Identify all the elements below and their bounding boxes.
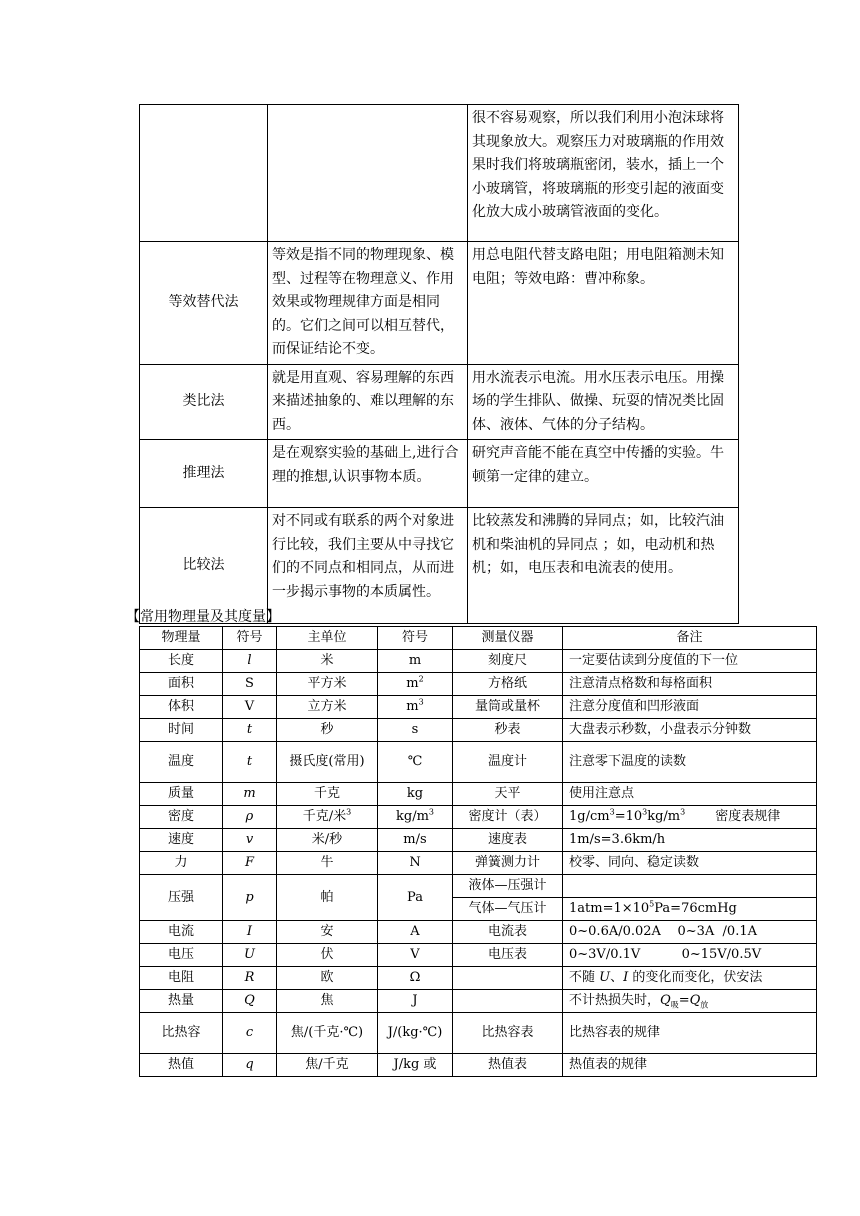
quantity-name: 时间 [140, 719, 223, 742]
method-name: 等效替代法 [140, 242, 268, 365]
unit-name: 焦 [277, 990, 378, 1013]
unit-name: 千克 [277, 783, 378, 806]
method-definition: 等效是指不同的物理现象、模型、过程等在物理意义、作用效果或物理规律方面是相同的。它们之间可以相互替代，而保证结论不变。 [268, 242, 468, 365]
method-example: 用水流表示电流。用水压表示电压。用操场的学生排队、做操、玩耍的情况类比固体、液体、气体的分子结构。 [468, 364, 739, 440]
unit-name: 伏 [277, 944, 378, 967]
unit-base: kg/m [396, 809, 429, 824]
table-row [140, 806, 817, 829]
header-unit-symbol: 符号 [378, 627, 453, 650]
method-example: 用总电阻代替支路电阻；用电阻箱测未知电阻；等效电路：曹冲称象。 [468, 242, 739, 365]
unit-symbol: s [378, 719, 453, 742]
note-subscript: 吸 [670, 1000, 679, 1010]
method-name: 推理法 [140, 440, 268, 508]
quantity-name: 力 [140, 852, 223, 875]
note-exponent: 5 [649, 899, 655, 909]
instrument: 气体—气压计 [453, 898, 563, 921]
unit-symbol: kg [378, 783, 453, 806]
unit-name: 帕 [277, 875, 378, 921]
table-row [140, 990, 817, 1013]
table-row [140, 440, 739, 508]
method-name: 比较法 [140, 508, 268, 624]
unit-name: 牛 [277, 852, 378, 875]
quantity-symbol: t [223, 719, 277, 742]
quantity-name: 电流 [140, 921, 223, 944]
method-example: 很不容易观察，所以我们利用小泡沫球将其现象放大。观察压力对玻璃瓶的作用效果时我们将玻璃瓶密闭，装水，插上一个小玻璃管，将玻璃瓶的形变引起的液面变化放大成小玻璃管液面的变化。 [468, 105, 739, 242]
instrument: 方格纸 [453, 673, 563, 696]
table-row [140, 719, 817, 742]
unit-exponent: 3 [428, 807, 434, 817]
unit-exponent: 3 [346, 807, 352, 817]
unit-symbol: Pa [378, 875, 453, 921]
note [563, 990, 817, 1013]
method-name [140, 105, 268, 242]
quantity-symbol: ρ [223, 806, 277, 829]
quantity-name: 热值 [140, 1054, 223, 1077]
quantity-symbol: Q [223, 990, 277, 1013]
note-part: 的变化而变化，伏安法 [628, 970, 763, 985]
note-exponent: 3 [680, 807, 686, 817]
table-row [140, 105, 739, 242]
quantity-symbol: q [223, 1054, 277, 1077]
note [563, 806, 817, 829]
table-row [140, 875, 817, 898]
instrument: 速度表 [453, 829, 563, 852]
quantity-symbol: m [223, 783, 277, 806]
quantity-symbol: c [223, 1013, 277, 1054]
unit-name [277, 806, 378, 829]
table-header-row [140, 627, 817, 650]
unit-name: 秒 [277, 719, 378, 742]
unit-symbol: ℃ [378, 742, 453, 783]
unit-exponent: 3 [418, 697, 424, 707]
research-methods-table [139, 104, 739, 624]
unit-name: 安 [277, 921, 378, 944]
quantity-name: 体积 [140, 696, 223, 719]
method-example: 研究声音能不能在真空中传播的实验。牛顿第一定律的建立。 [468, 440, 739, 508]
table-row [140, 921, 817, 944]
note-exponent: 3 [609, 807, 615, 817]
note [563, 875, 817, 898]
quantity-name: 速度 [140, 829, 223, 852]
note [563, 898, 817, 921]
method-example: 比较蒸发和沸腾的异同点；如，比较汽油机和柴油机的异同点 ；如，电动机和热机；如，电压表和电流表的使用。 [468, 508, 739, 624]
instrument: 量筒或量杯 [453, 696, 563, 719]
quantity-symbol: p [223, 875, 277, 921]
note: 一定要估读到分度值的下一位 [563, 650, 817, 673]
unit-symbol: A [378, 921, 453, 944]
note-part: Pa=76cmHg [654, 901, 737, 916]
note: 大盘表示秒数，小盘表示分钟数 [563, 719, 817, 742]
quantity-symbol: v [223, 829, 277, 852]
note-var: U [599, 970, 611, 985]
note-part: =10 [614, 809, 643, 824]
table-row [140, 696, 817, 719]
instrument: 电压表 [453, 944, 563, 967]
method-definition [268, 105, 468, 242]
unit-name: 焦/(千克·℃) [277, 1013, 378, 1054]
quantity-name: 面积 [140, 673, 223, 696]
note-part: 密度表规律 [715, 809, 781, 824]
quantity-symbol: F [223, 852, 277, 875]
note-part: 不计热损失时， [569, 993, 661, 1008]
unit-base: m [406, 699, 419, 714]
quantity-symbol: U [223, 944, 277, 967]
unit-symbol [378, 696, 453, 719]
instrument: 热值表 [453, 1054, 563, 1077]
note-part: 、 [610, 970, 624, 985]
instrument [453, 990, 563, 1013]
unit-symbol: N [378, 852, 453, 875]
method-name: 类比法 [140, 364, 268, 440]
note: 比热容表的规律 [563, 1013, 817, 1054]
table-row [140, 944, 817, 967]
note: 注意零下温度的读数 [563, 742, 817, 783]
quantity-name: 电阻 [140, 967, 223, 990]
note: 使用注意点 [563, 783, 817, 806]
table-row [140, 673, 817, 696]
header-instrument: 测量仪器 [453, 627, 563, 650]
instrument: 刻度尺 [453, 650, 563, 673]
instrument: 秒表 [453, 719, 563, 742]
quantity-name: 长度 [140, 650, 223, 673]
quantity-name: 密度 [140, 806, 223, 829]
note: 热值表的规律 [563, 1054, 817, 1077]
unit-exponent: 2 [418, 674, 424, 684]
unit-name: 摄氏度(常用) [277, 742, 378, 783]
quantity-name: 热量 [140, 990, 223, 1013]
note-part: 1g/cm [569, 809, 610, 824]
note-part: kg/m [647, 809, 681, 824]
table-row [140, 650, 817, 673]
quantity-symbol: V [223, 696, 277, 719]
instrument: 液体—压强计 [453, 875, 563, 898]
quantity-name: 质量 [140, 783, 223, 806]
note-var: Q [660, 993, 671, 1008]
note: 1m/s=3.6km/h [563, 829, 817, 852]
instrument: 电流表 [453, 921, 563, 944]
section-heading: 【常用物理量及其度量】 [126, 609, 280, 625]
note-var: Q [689, 993, 701, 1008]
quantity-symbol: l [223, 650, 277, 673]
quantity-name: 温度 [140, 742, 223, 783]
table-row [140, 742, 817, 783]
instrument: 弹簧测力计 [453, 852, 563, 875]
header-unit: 主单位 [277, 627, 378, 650]
unit-symbol: J [378, 990, 453, 1013]
note: 0~3V/0.1V 0~15V/0.5V [563, 944, 817, 967]
quantity-name: 比热容 [140, 1013, 223, 1054]
unit-base: m [406, 676, 419, 691]
method-definition: 就是用直观、容易理解的东西来描述抽象的、难以理解的东西。 [268, 364, 468, 440]
note-exponent: 3 [642, 807, 648, 817]
quantity-symbol: S [223, 673, 277, 696]
table-row [140, 829, 817, 852]
unit-symbol: m [378, 650, 453, 673]
unit-name: 欧 [277, 967, 378, 990]
table-row [140, 852, 817, 875]
quantity-symbol: t [223, 742, 277, 783]
unit-name: 米 [277, 650, 378, 673]
unit-symbol: Ω [378, 967, 453, 990]
note-var: I [623, 970, 629, 985]
unit-name: 焦/千克 [277, 1054, 378, 1077]
quantity-name: 电压 [140, 944, 223, 967]
table-row [140, 1013, 817, 1054]
quantity-name: 压强 [140, 875, 223, 921]
note: 注意清点格数和每格面积 [563, 673, 817, 696]
unit-name: 平方米 [277, 673, 378, 696]
instrument: 天平 [453, 783, 563, 806]
table-row [140, 242, 739, 365]
note-part: 不随 [569, 970, 600, 985]
table-row [140, 508, 739, 624]
table-row [140, 1054, 817, 1077]
note-part: = [678, 993, 690, 1008]
header-symbol: 符号 [223, 627, 277, 650]
method-definition: 对不同或有联系的两个对象进行比较，我们主要从中寻找它们的不同点和相同点，从而进一步揭示事物的本质属性。 [268, 508, 468, 624]
unit-symbol: V [378, 944, 453, 967]
unit-name: 立方米 [277, 696, 378, 719]
instrument: 温度计 [453, 742, 563, 783]
instrument [453, 967, 563, 990]
unit-name: 米/秒 [277, 829, 378, 852]
unit-symbol [378, 806, 453, 829]
quantity-symbol: R [223, 967, 277, 990]
table-row [140, 364, 739, 440]
note: 注意分度值和凹形液面 [563, 696, 817, 719]
note-subscript: 放 [700, 1000, 709, 1010]
method-definition: 是在观察实验的基础上,进行合理的推想,认识事物本质。 [268, 440, 468, 508]
table-row [140, 783, 817, 806]
unit-base: 千克/米 [302, 809, 347, 824]
unit-symbol [378, 673, 453, 696]
table-row [140, 967, 817, 990]
note: 校零、同向、稳定读数 [563, 852, 817, 875]
note-part: 1atm=1×10 [569, 901, 650, 916]
note: 0~0.6A/0.02A 0~3A /0.1A [563, 921, 817, 944]
header-quantity: 物理量 [140, 627, 223, 650]
unit-symbol: J/(kg·℃) [378, 1013, 453, 1054]
physical-quantities-table [139, 626, 817, 1077]
unit-symbol: m/s [378, 829, 453, 852]
instrument: 比热容表 [453, 1013, 563, 1054]
header-notes: 备注 [563, 627, 817, 650]
unit-symbol: J/kg 或 [378, 1054, 453, 1077]
note [563, 967, 817, 990]
instrument: 密度计（表） [453, 806, 563, 829]
quantity-symbol: I [223, 921, 277, 944]
